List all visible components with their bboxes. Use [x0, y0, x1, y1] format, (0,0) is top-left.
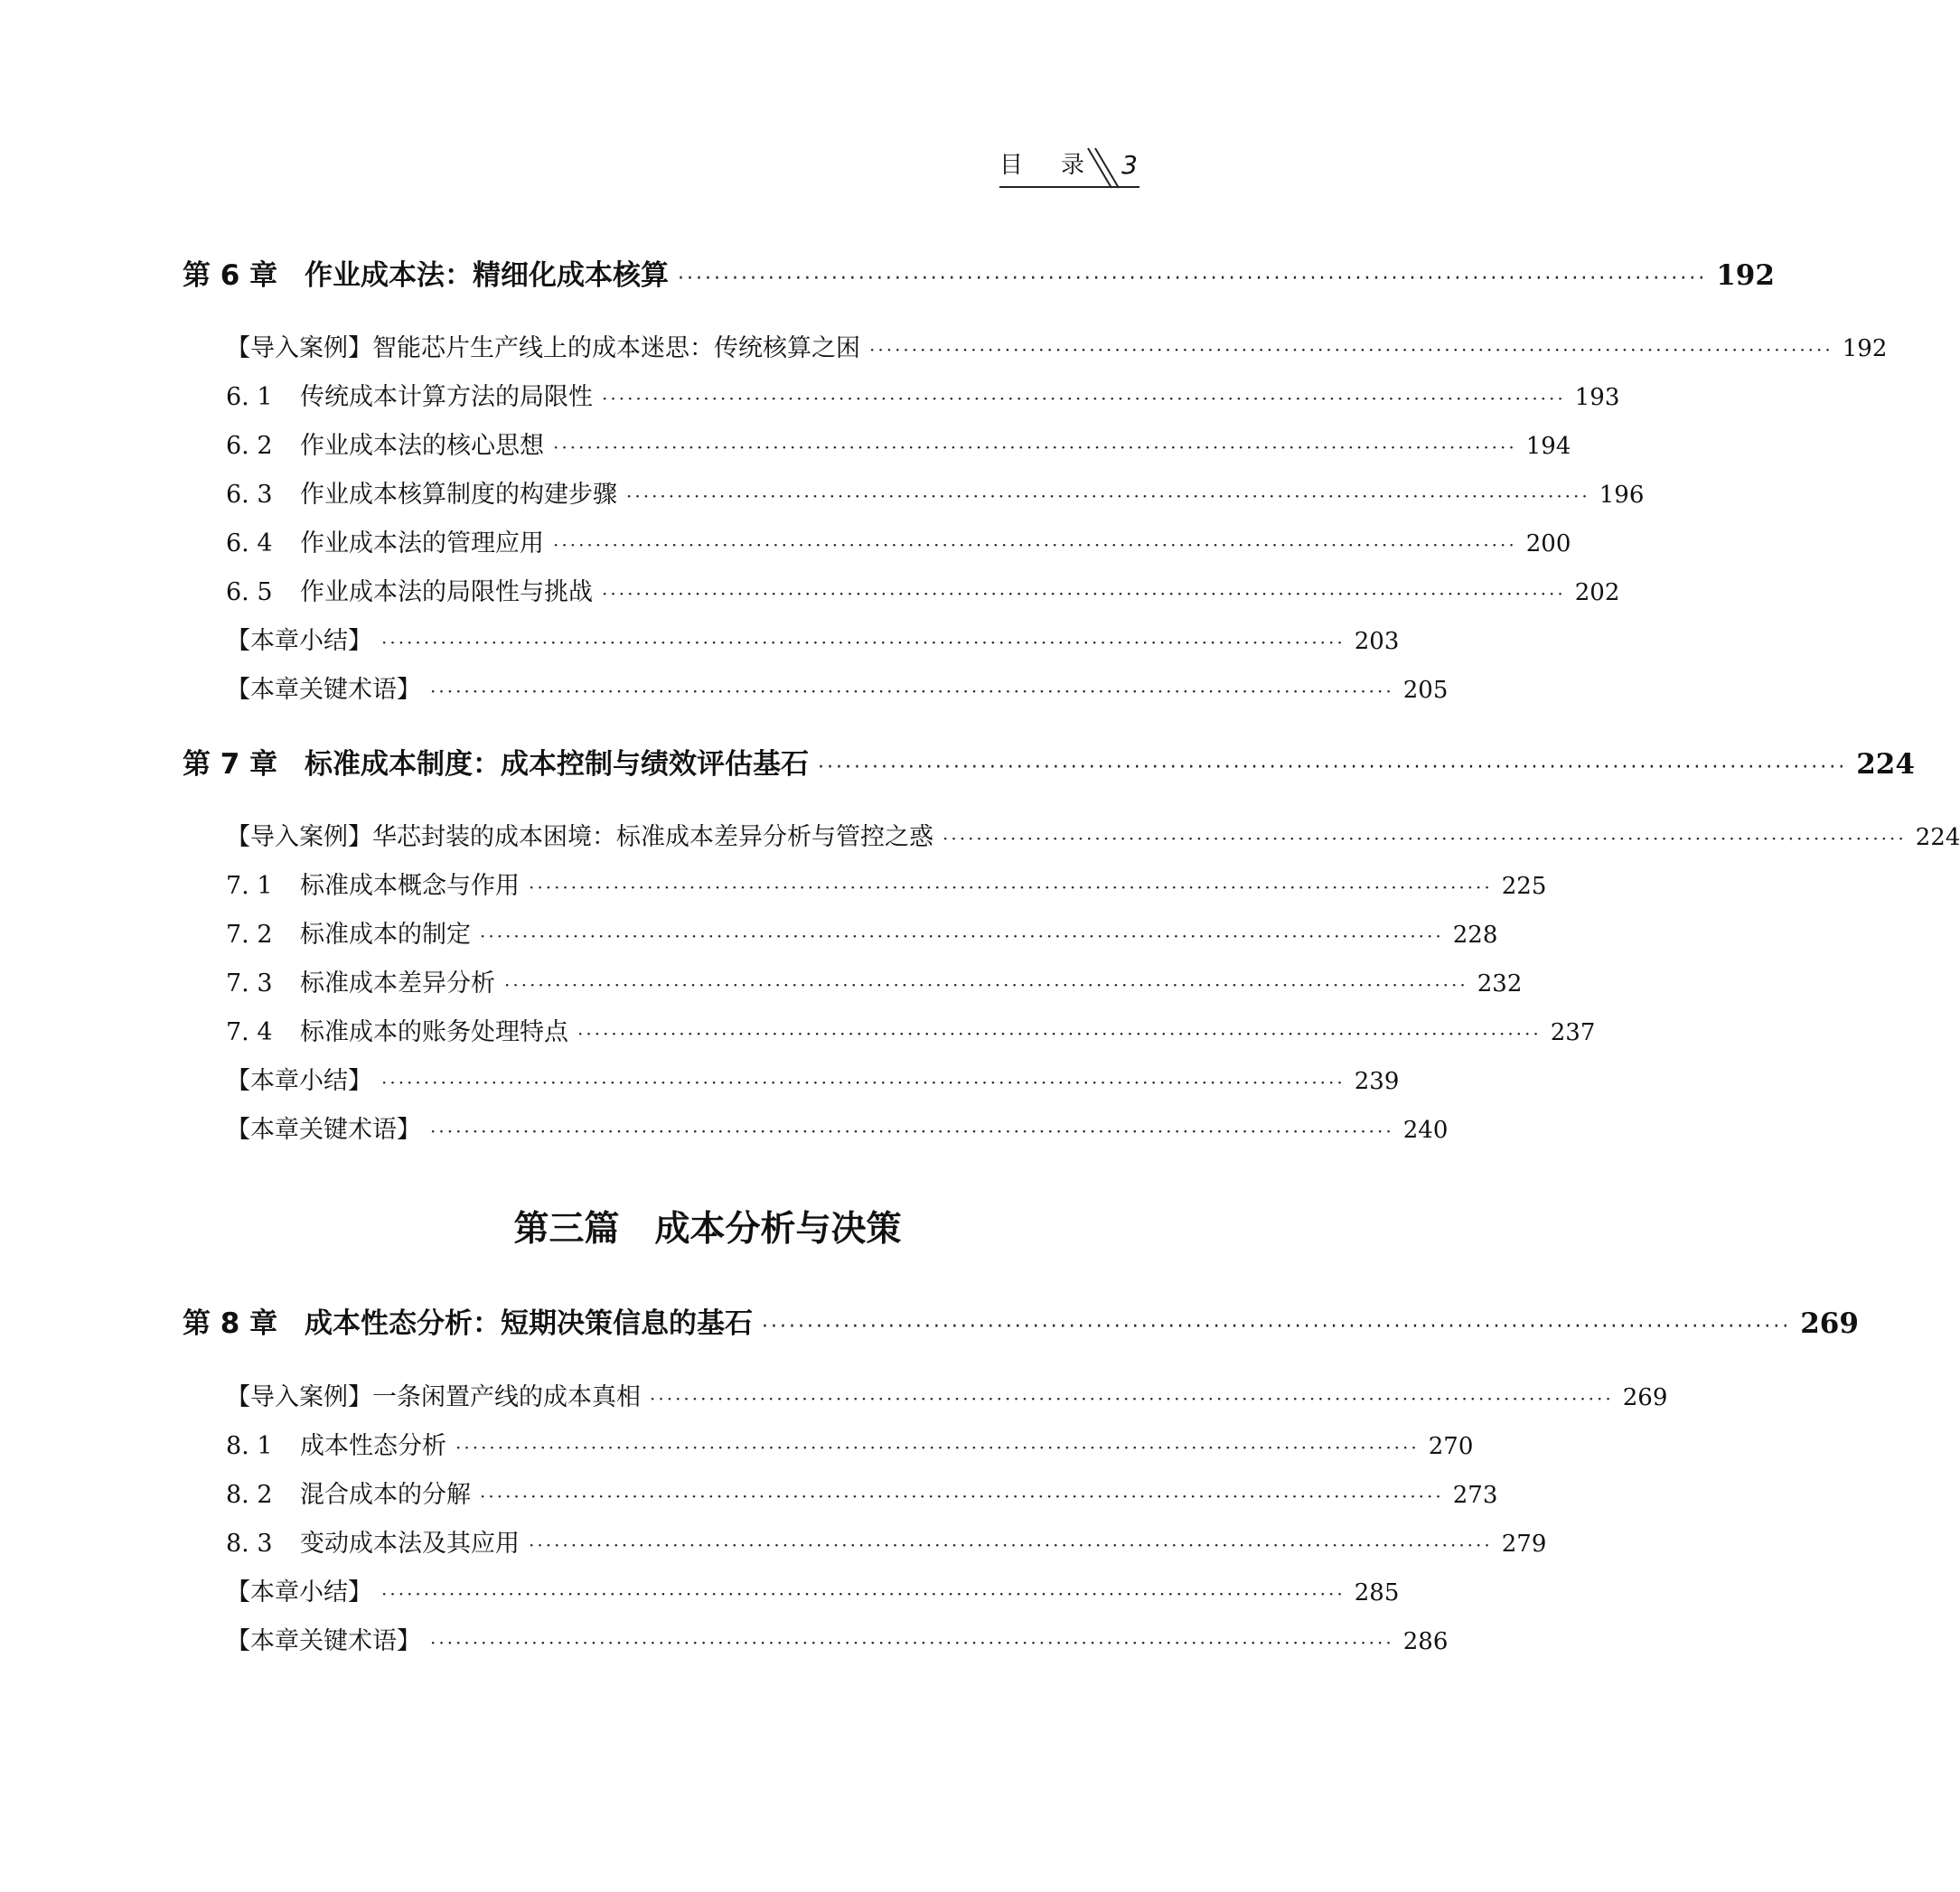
entry-page-number: 205 [1402, 677, 1449, 704]
toc-entry[interactable] [226, 1016, 1596, 1050]
toc-entry[interactable] [226, 381, 1620, 415]
chapter-page-number: 269 [1800, 1307, 1859, 1340]
section-number: 7. 1 [226, 872, 273, 900]
dot-leader: ·················································································································· [869, 339, 1833, 361]
entry-page-number: 202 [1574, 579, 1620, 606]
section-number: 8. 3 [226, 1530, 273, 1558]
entry-title: 成本性态分析 [300, 1432, 446, 1460]
entry-title: 【导入案例】一条闲置产线的成本真相 [226, 1383, 641, 1411]
entry-title: 【导入案例】华芯封装的成本困境：标准成本差异分析与管控之惑 [226, 823, 933, 851]
entry-title: 【导入案例】智能芯片生产线上的成本迷思：传统核算之困 [226, 334, 860, 362]
entry-page-number: 196 [1599, 482, 1645, 509]
section-number: 7. 2 [226, 921, 273, 949]
toc-entry[interactable] [226, 1065, 1400, 1099]
entry-page-number: 203 [1354, 628, 1400, 655]
entry-title: 作业成本法的局限性与挑战 [300, 578, 593, 606]
dot-leader: ·················································································································· [480, 1485, 1444, 1507]
dot-leader: ·················································································································· [381, 1583, 1346, 1605]
toc-entry[interactable] [226, 1625, 1449, 1659]
toc-entry[interactable] [226, 919, 1498, 952]
entry-page-number: 279 [1501, 1531, 1547, 1558]
entry-title: 标准成本的账务处理特点 [300, 1018, 568, 1046]
entry-page-number: 270 [1428, 1433, 1474, 1460]
entry-page-number: 232 [1477, 970, 1523, 998]
entry-page-number: 194 [1525, 433, 1571, 460]
entry-title: 标准成本概念与作用 [300, 872, 520, 900]
dot-leader: ·················································································································· [762, 1316, 1792, 1338]
section-number: 6. 1 [226, 383, 273, 411]
entry-page-number: 237 [1550, 1019, 1596, 1046]
section-number: 8. 2 [226, 1481, 273, 1509]
entry-title: 【本章小结】 [226, 627, 372, 655]
dot-leader: ·················································································································· [430, 680, 1394, 702]
toc-entry[interactable] [226, 1114, 1449, 1147]
toc-entry[interactable] [226, 1577, 1400, 1610]
toc-entry[interactable] [226, 821, 1960, 855]
section-number: 7. 3 [226, 969, 273, 998]
chapter-heading-6[interactable] [183, 258, 1775, 297]
toc-entry[interactable] [226, 479, 1645, 512]
entry-title: 作业成本法的核心思想 [300, 432, 544, 460]
chapter-number: 第 6 章 [183, 259, 278, 292]
chapter-page-number: 224 [1856, 748, 1915, 781]
chapter-title: 作业成本法：精细化成本核算 [305, 259, 669, 292]
dot-leader: ·················································································································· [529, 1534, 1493, 1556]
toc-entry[interactable] [226, 430, 1571, 464]
entry-page-number: 269 [1622, 1384, 1668, 1411]
entry-title: 传统成本计算方法的局限性 [300, 383, 593, 411]
entry-page-number: 224 [1915, 824, 1960, 851]
header-page-number: 3 [1121, 150, 1138, 180]
toc-entry[interactable] [226, 1528, 1547, 1561]
entry-title: 【本章小结】 [226, 1578, 372, 1606]
entry-title: 标准成本的制定 [300, 921, 471, 949]
toc-entry[interactable] [226, 1430, 1474, 1464]
entry-title: 标准成本差异分析 [300, 969, 495, 998]
entry-title: 混合成本的分解 [300, 1481, 471, 1509]
chapter-page-number: 192 [1716, 259, 1775, 292]
dot-leader: ·················································································································· [455, 1437, 1420, 1458]
entry-page-number: 225 [1501, 873, 1547, 900]
entry-title: 作业成本核算制度的构建步骤 [300, 481, 617, 509]
chapter-title: 标准成本制度：成本控制与绩效评估基石 [305, 748, 809, 781]
chapter-number: 第 7 章 [183, 748, 278, 781]
dot-leader: ·················································································································· [577, 1023, 1542, 1044]
entry-page-number: 273 [1452, 1482, 1498, 1509]
toc-entry[interactable] [226, 1382, 1668, 1415]
header-title: 目录 [999, 152, 1123, 179]
entry-title: 【本章关键术语】 [226, 1627, 421, 1655]
entry-title: 变动成本法及其应用 [300, 1530, 520, 1558]
dot-leader: ·················································································································· [650, 1388, 1614, 1410]
toc-entry[interactable] [226, 333, 1888, 366]
toc-entry[interactable] [226, 870, 1547, 904]
dot-leader: ·················································································································· [381, 1072, 1346, 1093]
chapter-title: 成本性态分析：短期决策信息的基石 [305, 1307, 753, 1340]
toc-entry[interactable] [226, 528, 1571, 561]
chapter-heading-8[interactable] [183, 1306, 1859, 1345]
entry-title: 【本章关键术语】 [226, 676, 421, 704]
toc-entry[interactable] [226, 968, 1523, 1001]
dot-leader: ·················································································································· [430, 1632, 1394, 1653]
toc-entry[interactable] [226, 625, 1400, 659]
dot-leader: ·················································································································· [381, 632, 1346, 653]
section-number: 6. 5 [226, 578, 273, 606]
dot-leader: ·················································································································· [504, 974, 1468, 996]
entry-title: 作业成本法的管理应用 [300, 529, 544, 557]
dot-leader: ·················································································································· [602, 388, 1566, 409]
part-title: 第三篇 成本分析与决策 [513, 1208, 902, 1250]
toc-entry[interactable] [226, 576, 1620, 610]
entry-page-number: 286 [1402, 1628, 1449, 1655]
entry-page-number: 193 [1574, 384, 1620, 411]
entry-page-number: 228 [1452, 922, 1498, 949]
dot-leader: ·················································································································· [430, 1120, 1394, 1142]
section-number: 6. 3 [226, 481, 273, 509]
entry-title: 【本章小结】 [226, 1067, 372, 1095]
section-number: 6. 4 [226, 529, 273, 557]
section-number: 6. 2 [226, 432, 273, 460]
chapter-heading-7[interactable] [183, 746, 1915, 786]
entry-title: 【本章关键术语】 [226, 1116, 421, 1144]
entry-page-number: 285 [1354, 1579, 1400, 1606]
dot-leader: ·················································································································· [553, 436, 1517, 458]
dot-leader: ·················································································································· [818, 756, 1848, 779]
dot-leader: ·················································································································· [553, 534, 1517, 556]
dot-leader: ·················································································································· [678, 267, 1708, 290]
section-number: 8. 1 [226, 1432, 273, 1460]
toc-entry[interactable] [226, 674, 1449, 707]
chapter-number: 第 8 章 [183, 1307, 278, 1340]
dot-leader: ·················································································································· [529, 876, 1493, 898]
entry-page-number: 192 [1842, 335, 1888, 362]
entry-page-number: 200 [1525, 530, 1571, 557]
dot-leader: ·················································································································· [602, 583, 1566, 604]
entry-page-number: 239 [1354, 1068, 1400, 1095]
dot-leader: ·················································································································· [942, 828, 1907, 849]
dot-leader: ·················································································································· [480, 925, 1444, 947]
toc-entry[interactable] [226, 1479, 1498, 1513]
section-number: 7. 4 [226, 1018, 273, 1046]
dot-leader: ·················································································································· [626, 485, 1590, 507]
entry-page-number: 240 [1402, 1117, 1449, 1144]
